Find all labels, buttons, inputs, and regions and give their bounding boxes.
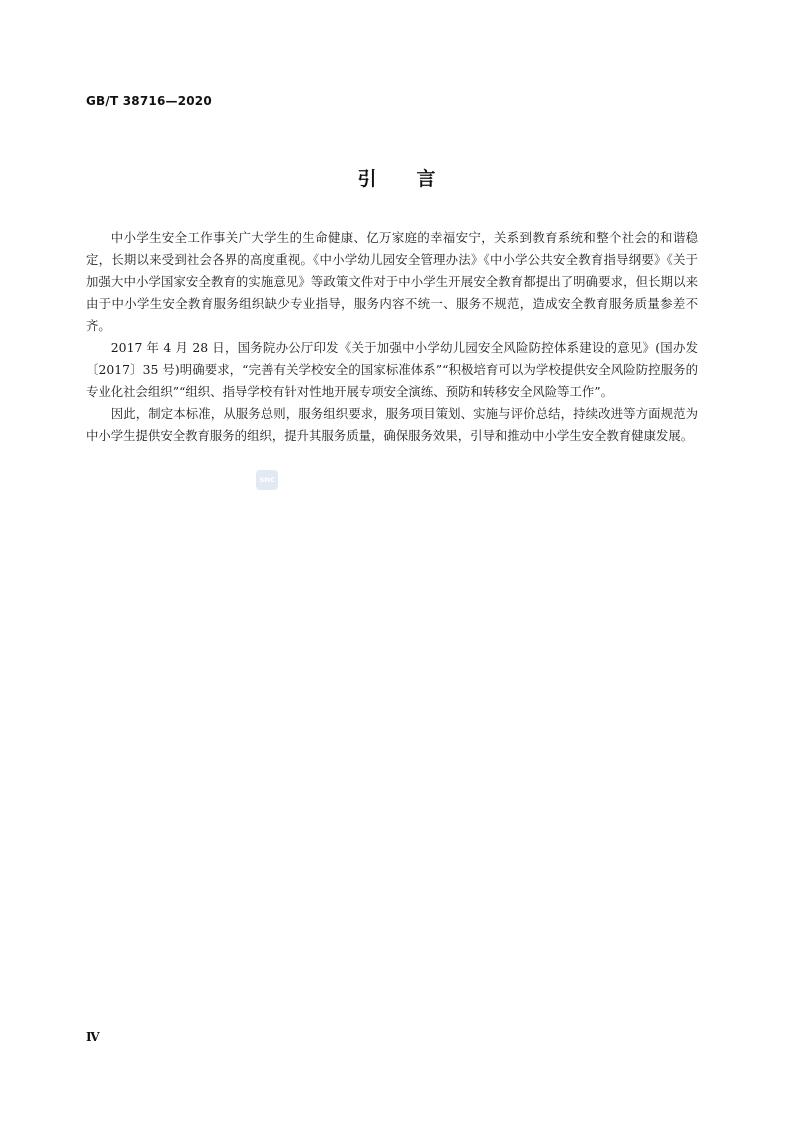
paragraph-2: 2017 年 4 月 28 日，国务院办公厅印发《关于加强中小学幼儿园安全风险防控体系建设的意见》(国办发〔2017〕35 号)明确要求，“完善有关学校安全的国家标准体系”“积极培育可以为学校提供安全风险防控服务的专业化社会组织”“组织、指导学校有针对性地开展专项安全演练、预防和转移安全风险等工作”。 <box>86 340 698 399</box>
section-title-text: 引言 <box>357 168 476 190</box>
paragraph-1: 中小学生安全工作事关广大学生的生命健康、亿万家庭的幸福安宁，关系到教育系统和整个社会的和谐稳定，长期以来受到社会各界的高度重视。《中小学幼儿园安全管理办法》《中小学公共安全教育指导纲要》《关于加强大中小学国家安全教育的实施意见》等政策文件对于中小学生开展安全教育都提出了明确要求，但长期以来由于中小学生安全教育服务组织缺少专业指导，服务内容不统一、服务不规范，造成安全教育服务质量参差不齐。 <box>86 230 698 333</box>
section-title <box>0 164 793 191</box>
page-number: Ⅳ <box>86 1030 100 1044</box>
paragraph-3: 因此，制定本标准，从服务总则，服务组织要求，服务项目策划、实施与评价总结，持续改进等方面规范为中小学生提供安全教育服务的组织，提升其服务质量，确保服务效果，引导和推动中小学生安全教育健康发展。 <box>86 406 698 443</box>
body-text <box>86 227 698 447</box>
standard-code: GB/T 38716—2020 <box>86 94 212 108</box>
watermark-logo: snc <box>256 470 278 490</box>
